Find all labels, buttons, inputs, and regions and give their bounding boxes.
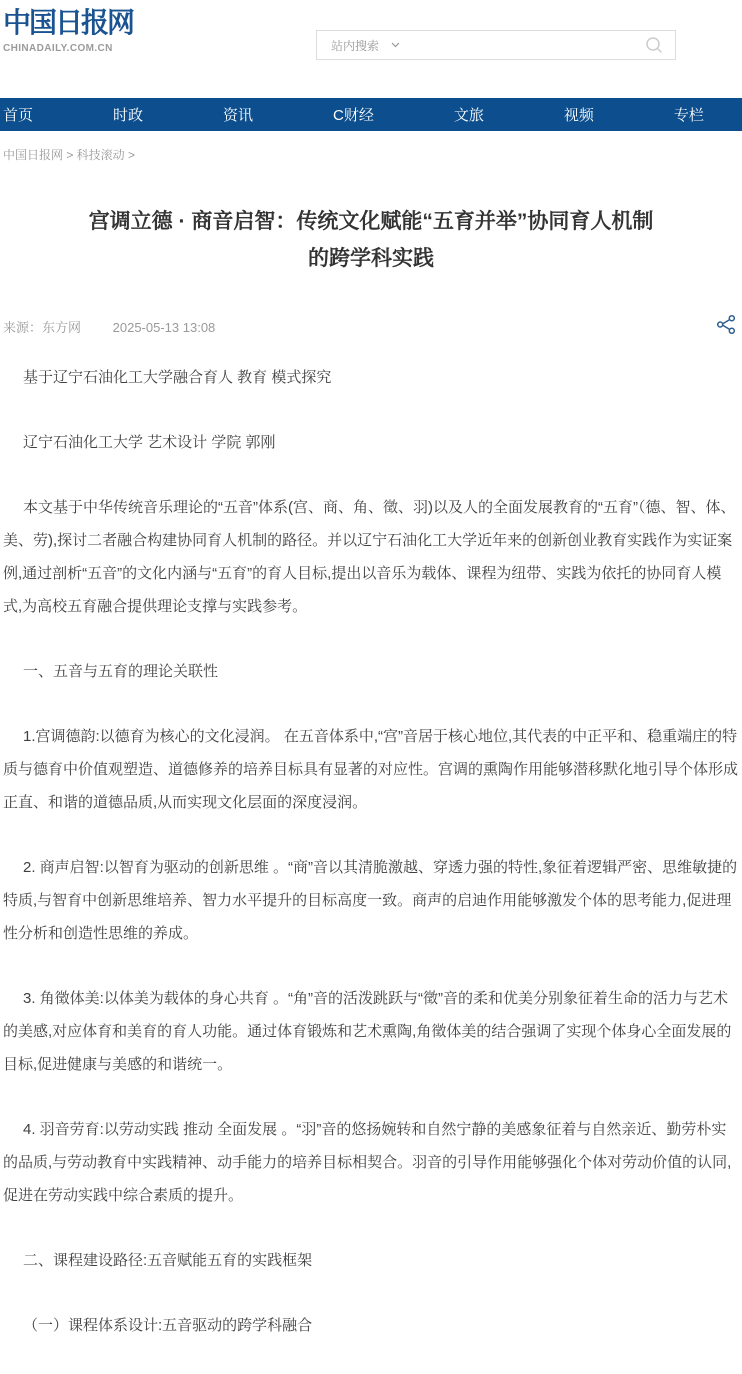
- article-title-line1: 宫调立德 · 商音启智：传统文化赋能“五育并举”协同育人机制: [88, 210, 654, 233]
- article-paragraph: 2. 商声启智:以智育为驱动的创新思维 。“商”音以其清脆激越、穿透力强的特性,象征着逻辑严密、思维敏捷的特质,与智育中创新思维培养、智力水平提升的目标高度一致。商声的启迪作用能够激发个体的思考能力,促进理性分析和创造性思维的养成。: [3, 859, 738, 942]
- nav-item-2[interactable]: 资讯: [223, 107, 254, 124]
- nav-item-0[interactable]: 首页: [3, 107, 34, 124]
- share-icon[interactable]: [716, 314, 737, 335]
- article-paragraph: 基于辽宁石油化工大学融合育人 教育 模式探究: [23, 369, 332, 386]
- article-paragraph: 4. 羽音劳育:以劳动实践 推动 全面发展 。“羽”音的悠扬婉转和自然宁静的美感象征着与自然亲近、勤劳朴实的品质,与劳动教育中实践精神、动手能力的培养目标相契合。羽音的引导作用能够强化个体对劳动价值的认同,促进在劳动实践中综合素质的提升。: [3, 1121, 732, 1204]
- article-paragraph: （一）课程体系设计:五音驱动的跨学科融合: [23, 1317, 313, 1334]
- article-source: 来源：东方网: [3, 320, 82, 335]
- site-header: [0, 0, 742, 98]
- site-logo-subtitle: CHINADAILY.COM.CN: [3, 43, 113, 54]
- article-title: [11, 203, 731, 277]
- breadcrumb[interactable]: 中国日报网 > 科技滚动 >: [3, 148, 136, 162]
- nav-item-1[interactable]: 时政: [113, 107, 144, 124]
- article-timestamp: 2025-05-13 13:08: [112, 320, 216, 335]
- nav-item-3[interactable]: C财经: [333, 107, 374, 124]
- main-nav: [0, 98, 742, 131]
- search-category-label[interactable]: 站内搜索: [331, 38, 380, 53]
- site-logo[interactable]: [3, 6, 133, 54]
- article-paragraph: 3. 角徵体美:以体美为载体的身心共育 。“角”音的活泼跳跃与“徵”音的柔和优美分别象征着生命的活力与艺术的美感,对应体育和美育的育人功能。通过体育锻炼和艺术熏陶,角徵体美的结合强调了实现个体身心全面发展的目标,促进健康与美感的和谐统一。: [3, 990, 732, 1073]
- article-paragraph: 二、课程建设路径:五音赋能五育的实践框架: [23, 1252, 313, 1269]
- article-title-line2: 的跨学科实践: [308, 247, 434, 270]
- chevron-down-icon[interactable]: [391, 42, 400, 48]
- article-paragraph: 1.宫调德韵:以德育为核心的文化浸润。 在五音体系中,“宫”音居于核心地位,其代表的中正平和、稳重端庄的特质与德育中价值观塑造、道德修养的培养目标具有显著的对应性。宫调的熏陶作用能够潜移默化地引导个体形成正直、和谐的道德品质,从而实现文化层面的深度浸润。: [3, 728, 739, 811]
- nav-item-5[interactable]: 视频: [563, 107, 594, 124]
- nav-item-4[interactable]: 文旅: [453, 107, 484, 124]
- article-paragraph: 辽宁石油化工大学 艺术设计 学院 郭刚: [23, 434, 276, 451]
- article-meta: [0, 317, 742, 335]
- article-paragraph: 本文基于中华传统音乐理论的“五音”体系(宫、商、角、徵、羽)以及人的全面发展教育的“五育”（德、智、体、美、劳),探讨二者融合构建协同育人机制的路径。并以辽宁石油化工大学近年来的创新创业教育实践作为实证案例,通过剖析“五音”的文化内涵与“五育”的育人目标,提出以音乐为载体、课程为纽带、实践为依托的协同育人模式,为高校五育融合提供理论支撑与实践参考。: [3, 499, 736, 615]
- article-body: [0, 335, 742, 1342]
- nav-item-6[interactable]: 专栏: [673, 107, 704, 124]
- article-paragraph: 一、五音与五育的理论关联性: [23, 663, 219, 680]
- search-bar[interactable]: [316, 30, 676, 60]
- search-icon[interactable]: [645, 36, 663, 54]
- site-logo-title: 中国日报网: [3, 6, 134, 39]
